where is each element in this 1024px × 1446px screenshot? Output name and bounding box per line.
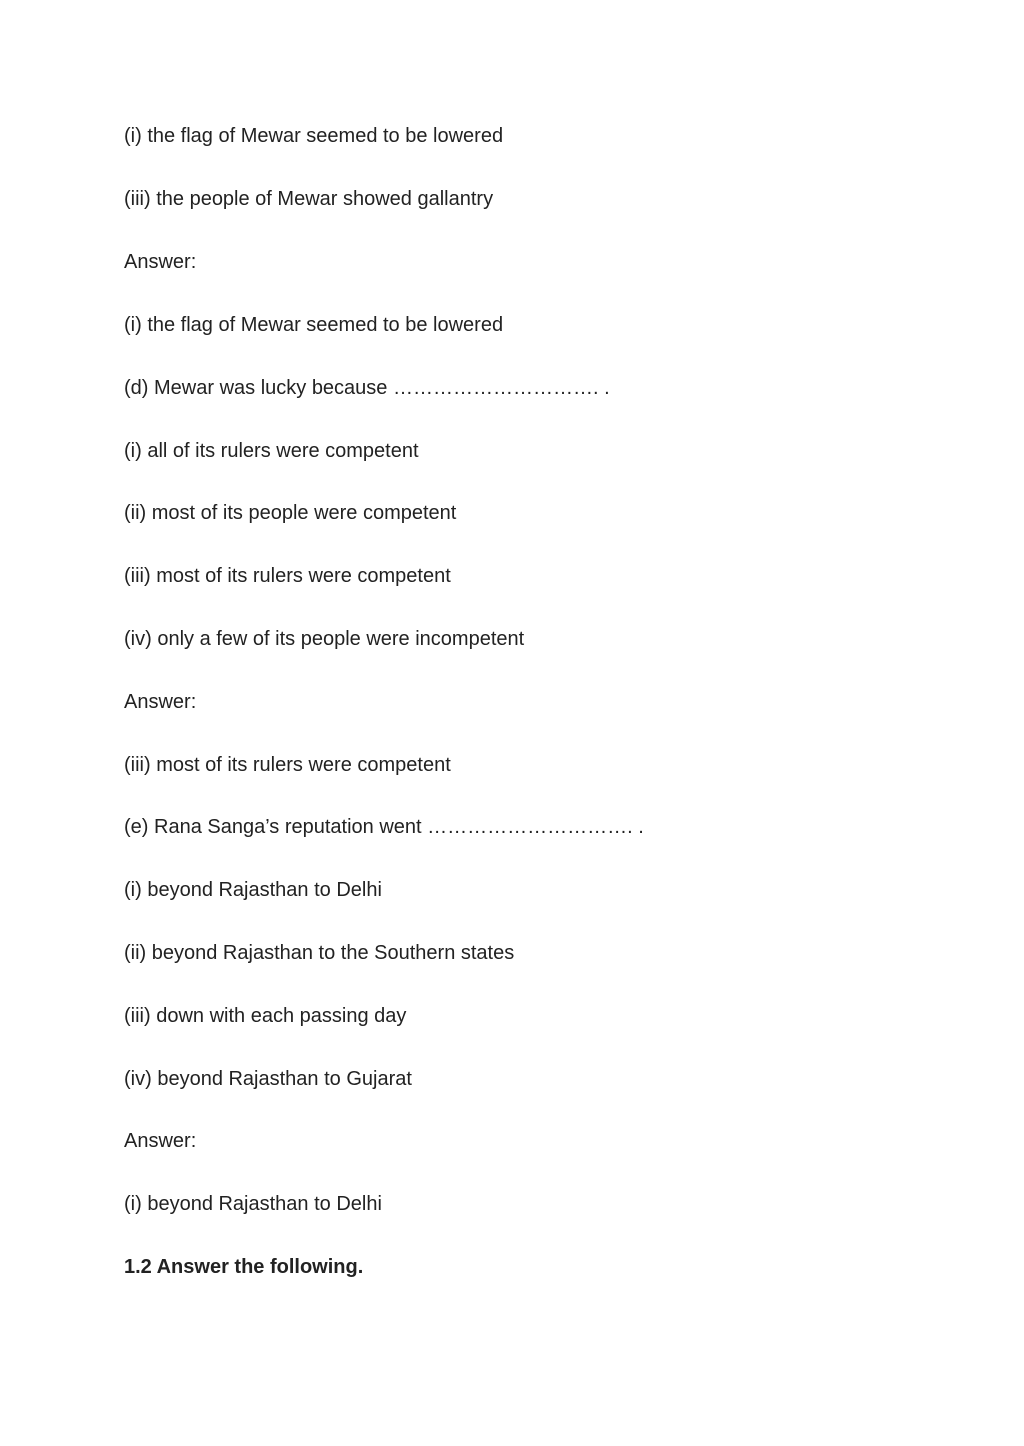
question-text: (d) Mewar was lucky because …………………………. . — [124, 377, 610, 399]
section-heading: 1.2 Answer the following. — [124, 1256, 364, 1278]
option-text: (iii) down with each passing day — [124, 1005, 407, 1027]
question-text: (e) Rana Sanga’s reputation went …………………………. . — [124, 816, 644, 838]
option-text: (i) all of its rulers were competent — [124, 440, 419, 462]
answer-label: Answer: — [124, 691, 197, 713]
answer-text: (iii) most of its rulers were competent — [124, 754, 451, 776]
option-text: (i) beyond Rajasthan to Delhi — [124, 879, 382, 901]
option-text: (iv) only a few of its people were incompetent — [124, 628, 525, 650]
option-text: (iv) beyond Rajasthan to Gujarat — [124, 1068, 412, 1090]
option-text: (iii) most of its rulers were competent — [124, 565, 451, 587]
option-text: (ii) beyond Rajasthan to the Southern states — [124, 942, 515, 964]
option-text: (i) the flag of Mewar seemed to be lowered — [124, 125, 504, 147]
option-text: (iii) the people of Mewar showed gallantry — [124, 188, 494, 210]
answer-text: (i) the flag of Mewar seemed to be lowered — [124, 314, 504, 336]
option-text: (ii) most of its people were competent — [124, 502, 457, 524]
answer-label: Answer: — [124, 1130, 197, 1152]
answer-text: (i) beyond Rajasthan to Delhi — [124, 1193, 382, 1215]
answer-label: Answer: — [124, 251, 197, 273]
